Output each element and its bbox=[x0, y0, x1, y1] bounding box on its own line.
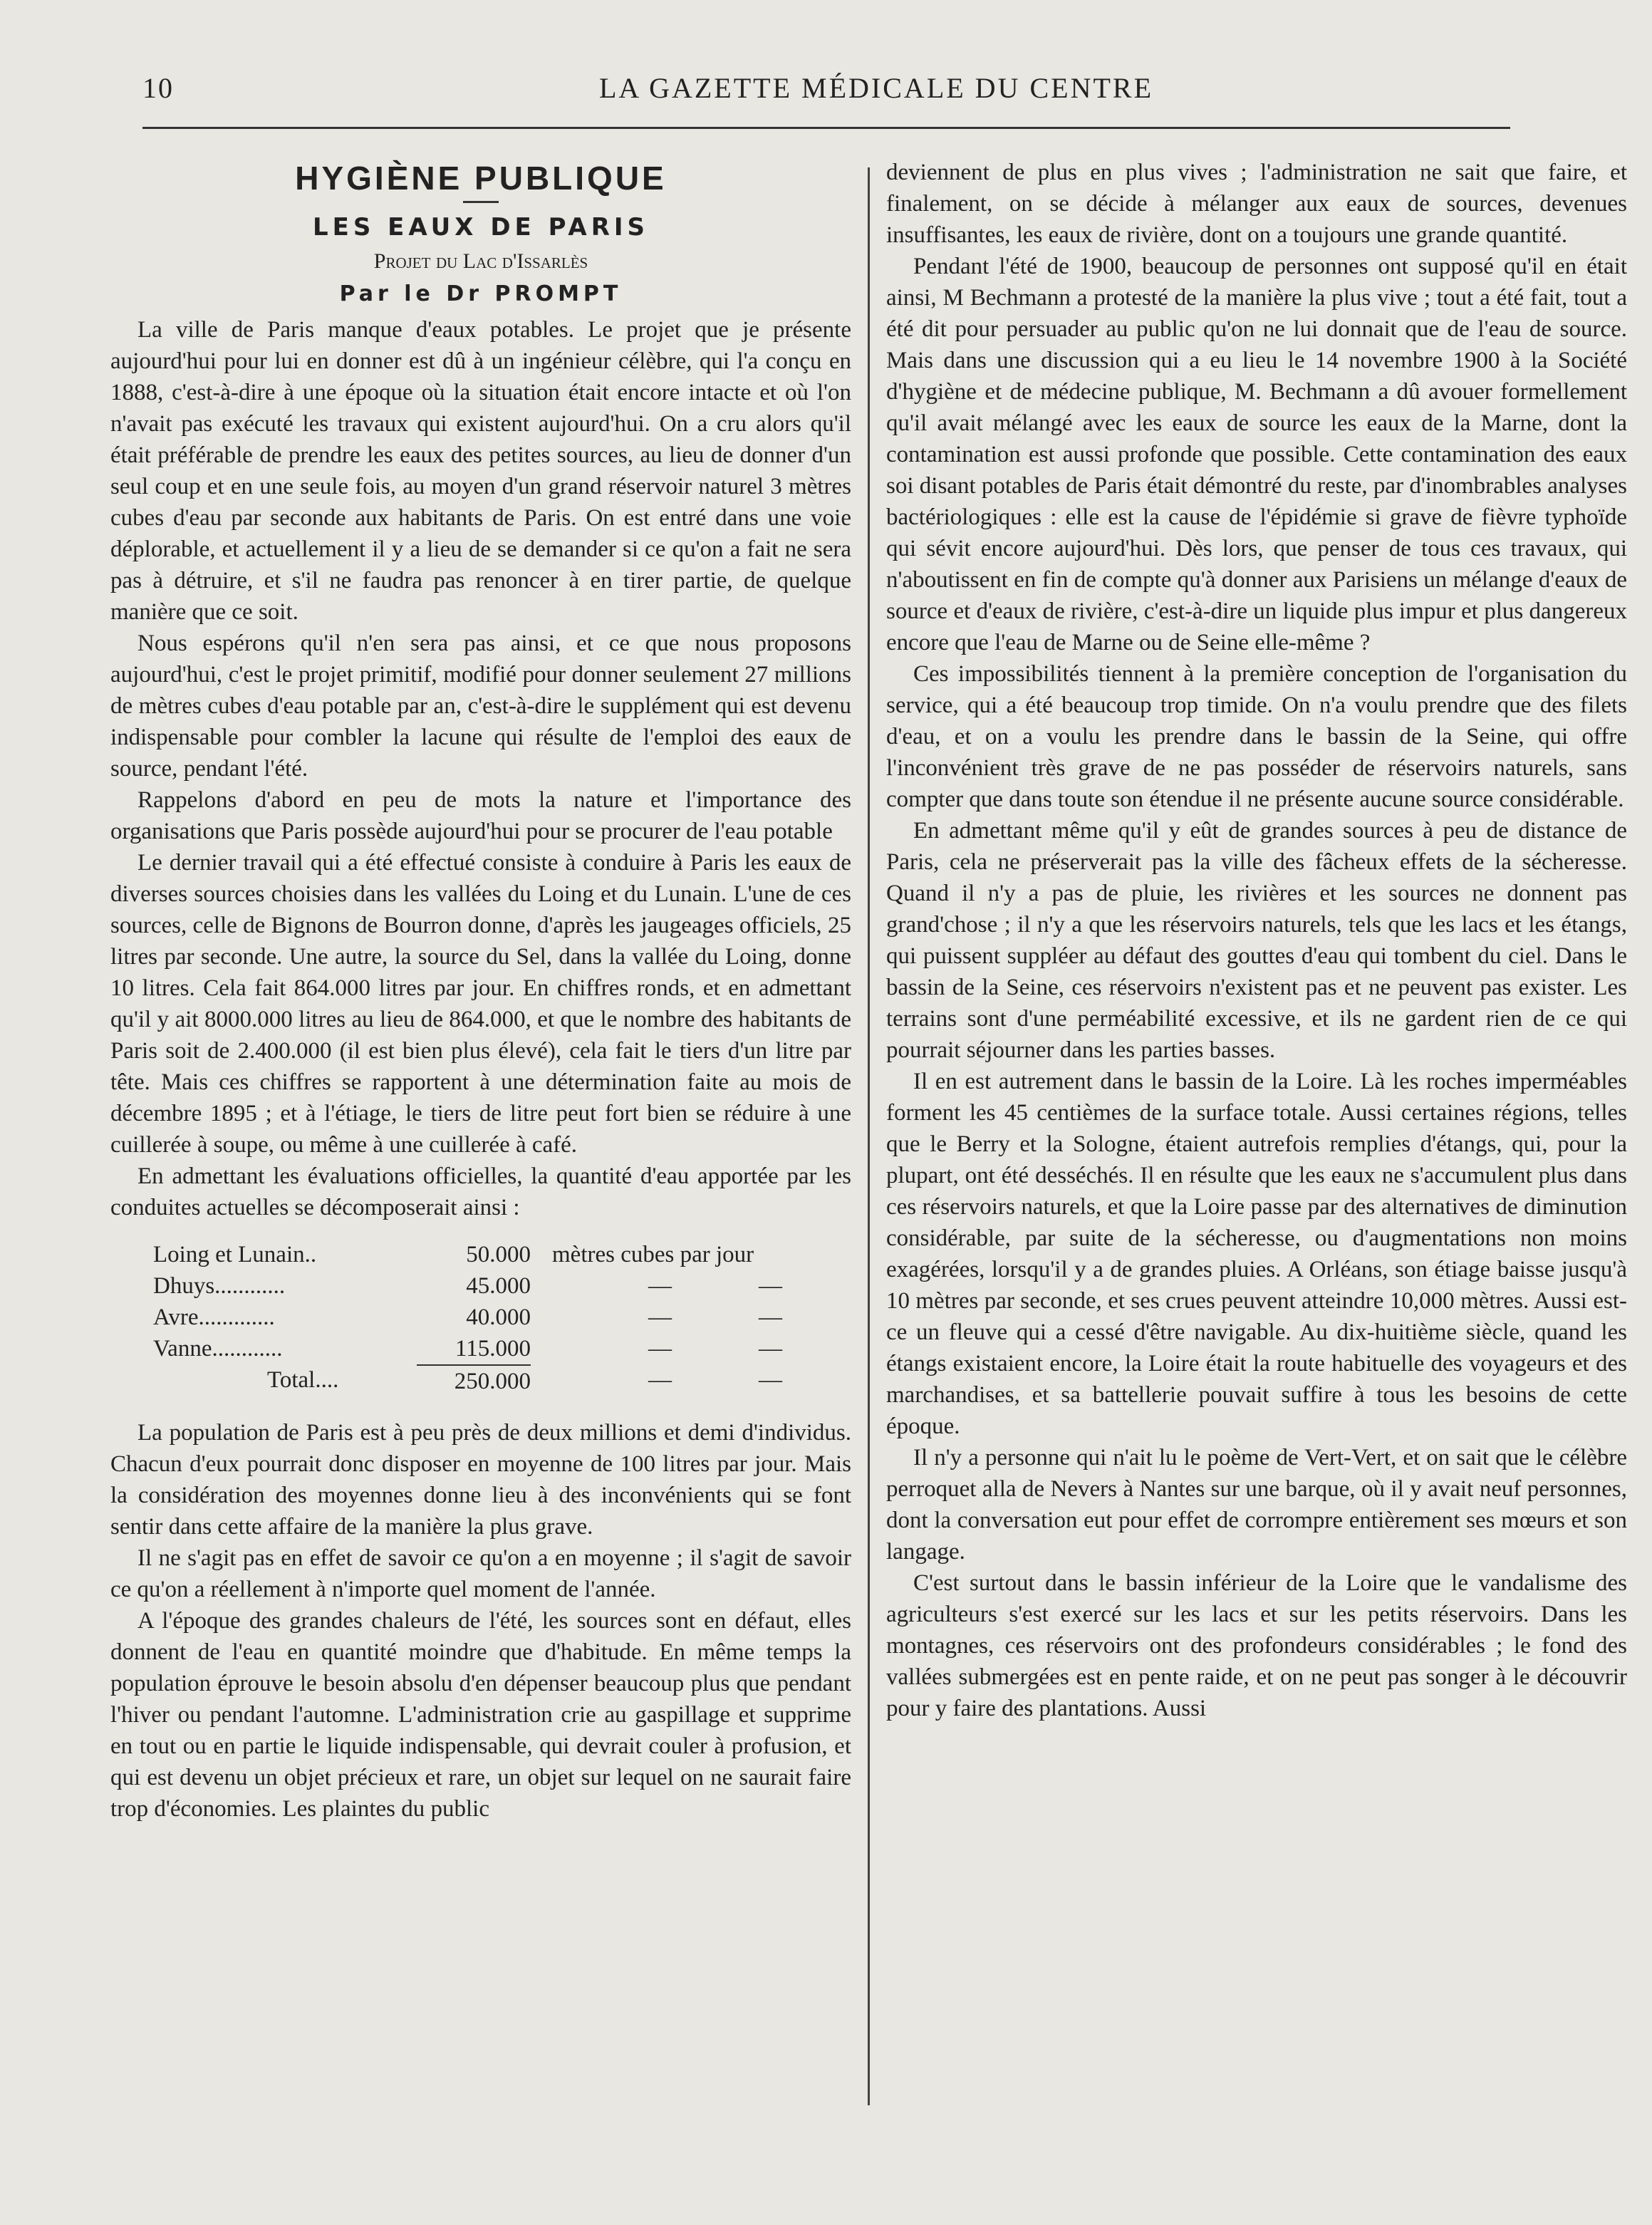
left-column bbox=[110, 157, 851, 1825]
table-cell-ditto: — bbox=[759, 1367, 782, 1393]
table-cell-ditto: — bbox=[648, 1336, 672, 1362]
journal-title: LA GAZETTE MÉDICALE DU CENTRE bbox=[598, 72, 1153, 104]
paragraph: Pendant l'été de 1900, beaucoup de personnes ont supposé qu'il en était ainsi, M Bechmann a protesté de la manière la plus vive ; tout a été fait, tout a été dit pour persuader au public qu'on ne lui donnait que de l'eau de source. Mais dans une discussion qui a eu lieu le 14 novembre 1900 à la Société d'hygiène et de médecine publique, M. Bechmann a dû avouer formellement qu'il avait mélangé avec les eaux de source les eaux de la Marne, dont la contamination est aussi profonde que possible. Cette contamination des eaux soi disant potables de Paris était démontré du reste, par d'inombrables analyses bactériologiques : elle est la cause de l'épidémie si grave de fièvre typhoïde qui sévit encore aujourd'hui. Dès lors, que penser de tous ces travaux, qui n'aboutissent en fin de compte qu'à donner aux Parisiens un mélange d'eaux de source et d'eaux de rivière, c'est-à-dire un liquide plus impur et plus dangereux encore que l'eau de Marne ou de Seine elle-même ? bbox=[886, 254, 1627, 655]
page-number: 10 bbox=[142, 72, 174, 104]
table-row bbox=[153, 1302, 851, 1333]
paragraph: Il n'y a personne qui n'ait lu le poème de Vert-Vert, et on sait que le célèbre perroquet alla de Nevers à Nantes sur une barque, où il y avait neuf personnes, dont la conversation eut pour effet de corrompre entièrement ses mœurs et son langage. bbox=[886, 1445, 1627, 1565]
paragraph: Il en est autrement dans le bassin de la Loire. Là les roches imperméables forment les 45 centièmes de la surface totale. Aussi certaines régions, telles que le Berry et la Sologne, étaient autrefois remplies d'étangs, qui, pour la plupart, ont été desséchés. Il en résulte que les eaux ne s'accumulent plus dans ces réservoirs naturels, et que la Loire passe par des alternatives de diminution considérable, par suite de la sécheresse, ou d'augmentations non moins exagérées, lorsqu'il y a de grandes pluies. A Orléans, son étiage baisse jusqu'à 10 mètres par seconde, et ses crues peuvent atteindre 10,000 mètres. Aussi est-ce un fleuve qui a cessé d'être navigable. Au dix-huitième siècle, quand les étangs existaient encore, la Loire était la route habituelle des voyageurs et des marchandises, et sa battellerie pouvait suffire à tous les besoins de cette époque. bbox=[886, 1069, 1627, 1439]
table-row bbox=[153, 1333, 851, 1364]
paragraph: Ces impossibilités tiennent à la première conception de l'organisation du service, qui a été beaucoup trop timide. On n'a voulu prendre que des filets d'eau, et on a voulu les prendre dans le bassin de la Seine, qui offre l'inconvénient très grave de ne pas posséder de réservoirs naturels, sans compter que dans toute son étendue il ne présente aucune source considérable. bbox=[886, 661, 1627, 812]
article-author: Par le Dr PROMPT bbox=[339, 281, 623, 306]
table-cell-ditto: — bbox=[759, 1336, 782, 1362]
header-rule bbox=[142, 127, 1510, 129]
table-cell-volume: 50.000 bbox=[466, 1242, 531, 1267]
paragraph: Il ne s'agit pas en effet de savoir ce qu'on a en moyenne ; il s'agit de savoir ce qu'on a réellement à n'importe quel moment de l'année. bbox=[110, 1545, 851, 1602]
water-supply-table bbox=[153, 1239, 851, 1396]
paragraph: Nous espérons qu'il n'en sera pas ainsi, et ce que nous proposons aujourd'hui, c'est le projet primitif, modifié pour donner seulement 27 millions de mètres cubes d'eau potable par an, c'est-à-dire le supplément qui est devenu indispensable pour combler la lacune qui résulte de l'emploi des eaux de source, pendant l'été. bbox=[110, 631, 851, 782]
paragraph: Rappelons d'abord en peu de mots la nature et l'importance des organisations que Paris possède aujourd'hui pour se procurer de l'eau potable bbox=[110, 787, 851, 844]
table-total-value: 250.000 bbox=[417, 1364, 531, 1397]
table-cell-volume: 40.000 bbox=[466, 1305, 531, 1330]
table-cell-ditto: — bbox=[759, 1305, 782, 1330]
table-cell-source: Vanne............ bbox=[153, 1336, 283, 1362]
title-rule bbox=[463, 201, 499, 203]
column-divider bbox=[868, 167, 870, 2105]
paragraph: C'est surtout dans le bassin inférieur de la Loire que le vandalisme des agriculteurs s'est exercé sur les lacs et sur les petits réservoirs. Dans les montagnes, ces réservoirs ont des profondeurs considérables ; le fond des vallées submergées est en pente raide, et on ne peut pas songer à le découvrir pour y faire des plantations. Aussi bbox=[886, 1570, 1627, 1721]
table-cell-ditto: — bbox=[648, 1367, 672, 1393]
paragraph: La ville de Paris manque d'eaux potables. Le projet que je présente aujourd'hui pour lui en donner est dû à un ingénieur célèbre, qui l'a conçu en 1888, c'est-à-dire à une époque où la situation était encore intacte et où l'on n'avait pas exécuté les travaux qui existent aujourd'hui. On a cru alors qu'il était préférable de prendre les eaux des petites sources, au lieu de donner d'un seul coup et en une seule fois, au moyen d'un grand réservoir naturel 3 mètres cubes d'eau par seconde aux habitants de Paris. On est entré dans une voie déplorable, et actuellement il y a lieu de se demander si ce qu'on a fait ne sera pas à détruire, et s'il ne faudra pas renoncer à en tirer partie, de quelque manière que ce soit. bbox=[110, 317, 851, 625]
table-cell-ditto: — bbox=[648, 1273, 672, 1299]
section-title: HYGIÈNE PUBLIQUE bbox=[295, 160, 667, 197]
table-cell-ditto: — bbox=[759, 1273, 782, 1299]
table-row bbox=[153, 1239, 851, 1270]
table-total-row bbox=[153, 1364, 851, 1396]
table-row bbox=[153, 1270, 851, 1302]
table-total-label: Total.... bbox=[267, 1367, 339, 1393]
table-cell-unit: mètres cubes par jour bbox=[552, 1242, 754, 1267]
article-subtitle: Projet du Lac d'Issarlès bbox=[373, 249, 588, 273]
right-column bbox=[886, 157, 1627, 1724]
paragraph: En admettant les évaluations officielles, la quantité d'eau apportée par les conduites actuelles se décomposerait ainsi : bbox=[110, 1163, 851, 1220]
article-title: LES EAUX DE PARIS bbox=[312, 213, 650, 242]
table-cell-volume: 115.000 bbox=[454, 1336, 531, 1362]
table-cell-source: Avre............. bbox=[153, 1305, 275, 1330]
paragraph: A l'époque des grandes chaleurs de l'été, les sources sont en défaut, elles donnent de l'eau en quantité moindre que d'habitude. En même temps la population éprouve le besoin absolu d'en dépenser beaucoup plus que pendant l'hiver ou pendant l'automne. L'administration crie au gaspillage et supprime en tout ou en partie le liquide indispensable, qui devrait couler à profusion, et qui est devenu un objet précieux et rare, un objet sur lequel on ne saurait faire trop d'économies. Les plaintes du public bbox=[110, 1608, 851, 1822]
table-cell-ditto: — bbox=[648, 1305, 672, 1330]
paragraph: La population de Paris est à peu près de deux millions et demi d'individus. Chacun d'eux pourrait donc disposer en moyenne de 100 litres par jour. Mais la considération des moyennes donne lieu à des inconvénients qui se font sentir dans cette affaire de la manière la plus grave. bbox=[110, 1420, 851, 1540]
page-header bbox=[142, 71, 1510, 114]
paragraph: Le dernier travail qui a été effectué consiste à conduire à Paris les eaux de diverses sources choisies dans les vallées du Loing et du Lunain. L'une de ces sources, celle de Bignons de Bourron donne, d'après les jaugeages officiels, 25 litres par seconde. Une autre, la source du Sel, dans la vallée du Loing, donne 10 litres. Cela fait 864.000 litres par jour. En chiffres ronds, et en admettant qu'il y ait 8000.000 litres au lieu de 864.000, et que le nombre des habitants de Paris soit de 2.400.000 (il est bien plus élevé), cela fait le tiers d'un litre par tête. Mais ces chiffres se rapportent à une détermination faite au mois de décembre 1895 ; et à l'étiage, le tiers de litre peut fort bien se réduire à une cuillerée à soupe, ou même à une cuillerée à café. bbox=[110, 850, 851, 1158]
table-cell-source: Dhuys............ bbox=[153, 1273, 286, 1299]
table-cell-volume: 45.000 bbox=[466, 1273, 531, 1299]
paragraph: deviennent de plus en plus vives ; l'administration ne sait que faire, et finalement, on se décide à mélanger aux eaux de sources, devenues insuffisantes, les eaux de rivière, dont on a toujours une grande quantité. bbox=[886, 160, 1627, 248]
table-cell-source: Loing et Lunain.. bbox=[153, 1242, 317, 1267]
paragraph: En admettant même qu'il y eût de grandes sources à peu de distance de Paris, cela ne préserverait pas la ville des fâcheux effets de la sécheresse. Quand il n'y a pas de pluie, les rivières et les sources ne donnent pas grand'chose ; il n'y a que les réservoirs naturels, tels que les lacs et les étangs, qui puissent suppléer au défaut des gouttes d'eau qui tombent du ciel. Dans le bassin de la Seine, ces réservoirs n'existent pas et ne peuvent pas exister. Les terrains sont d'une perméabilité excessive, et ils ne gardent rien de ce qui pourrait séjourner dans les parties basses. bbox=[886, 818, 1627, 1063]
